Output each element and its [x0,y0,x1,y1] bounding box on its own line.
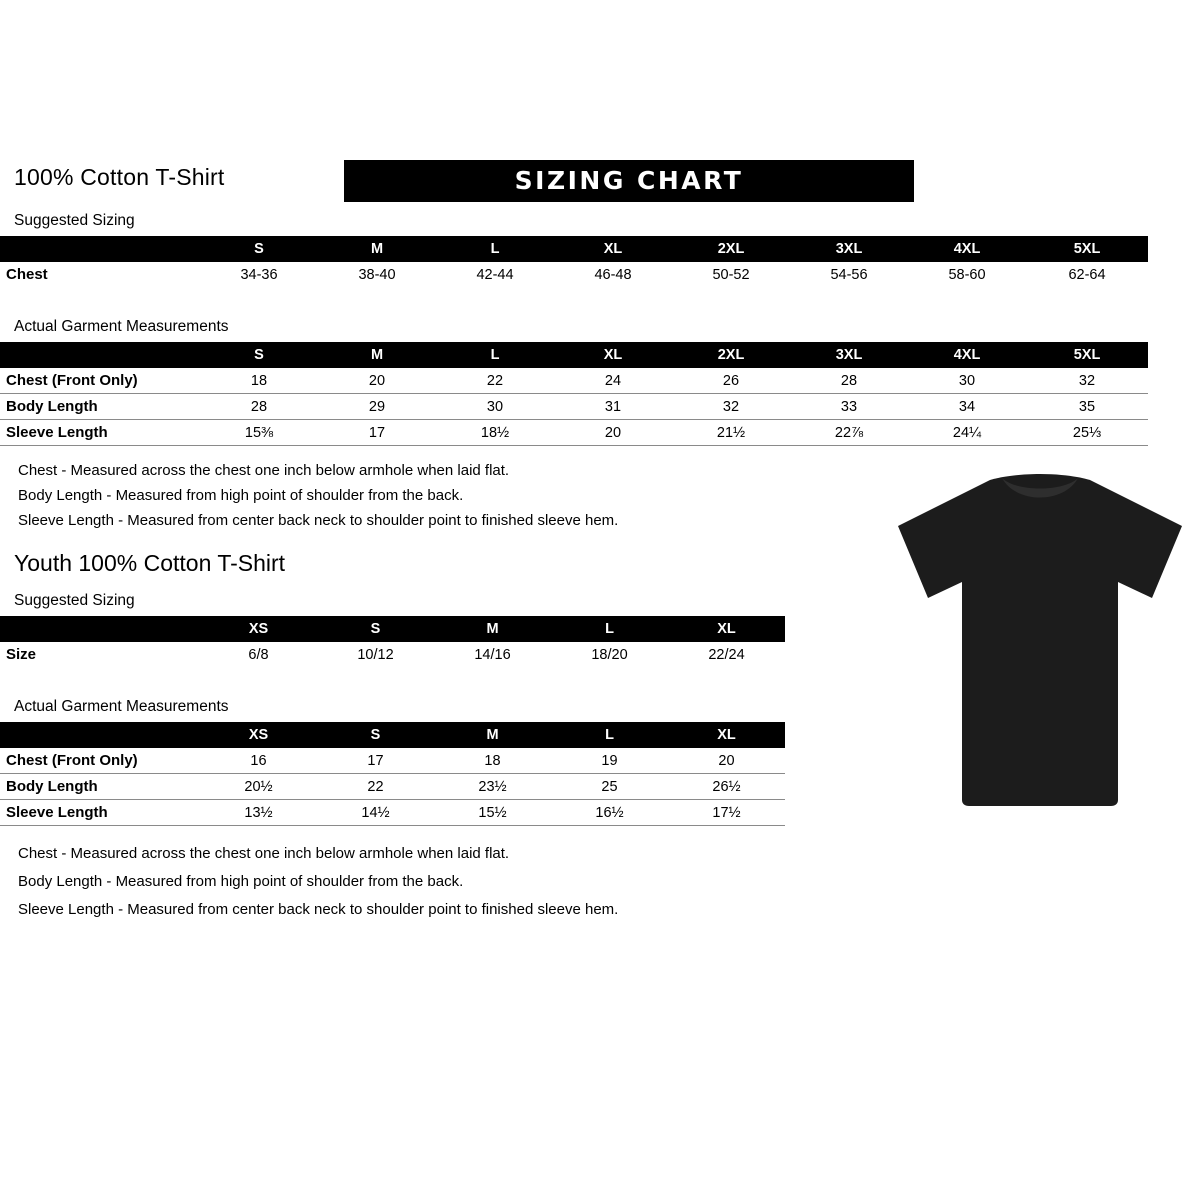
measurement-cell: 28 [200,394,318,420]
measurement-cell: 10/12 [357,646,394,663]
measurement-cell: 20 [554,420,672,446]
table-row [0,748,785,774]
column-header-m: M [434,722,551,748]
column-header-l: L [551,722,668,748]
measurement-cell: 18½ [436,420,554,446]
column-header-xl: XL [668,722,785,748]
measurement-cell: 42-44 [476,266,514,283]
measurement-cell: 31 [554,394,672,420]
measurement-cell: 24 [554,368,672,394]
table-row [0,642,785,667]
column-header-s: S [317,722,434,748]
product-title: 100% Cotton T-Shirt [14,164,225,190]
column-header-xs: XS [200,616,317,642]
sizing-chart-banner-label: SIZING CHART [514,166,744,195]
column-header-4xl: 4XL [908,236,1026,262]
measurement-cell: 17½ [668,800,785,826]
measurement-cell: 20 [318,368,436,394]
measurement-cell: 50-52 [712,266,750,283]
measurement-cell: 6/8 [248,646,269,663]
measurement-cell: 25⅓ [1026,420,1148,446]
table-header-row [0,342,1148,368]
adult-actual-table [0,342,1148,446]
adult-suggested-row-label: Chest [6,266,48,283]
measurement-cell: 18/20 [591,646,628,663]
measurement-cell: 21½ [672,420,790,446]
column-header-s: S [317,616,434,642]
column-header-l: L [551,616,668,642]
adult-actual-label: Actual Garment Measurements [14,318,229,335]
youth-actual-row-label: Chest (Front Only) [0,748,200,774]
column-header-l: L [436,236,554,262]
measurement-cell: 20 [668,748,785,774]
table-row [0,368,1148,394]
measurement-cell: 22 [317,774,434,800]
table-row [0,800,785,826]
adult-suggested-table [0,236,1148,287]
measurement-cell: 15½ [434,800,551,826]
measurement-cell: 26½ [668,774,785,800]
measurement-cell: 24¼ [908,420,1026,446]
column-header-5xl: 5XL [1026,342,1148,368]
measurement-cell: 58-60 [948,266,986,283]
youth-actual-row-label: Sleeve Length [0,800,200,826]
black-tshirt-illustration [890,470,1190,810]
column-header-5xl: 5XL [1026,236,1148,262]
column-header-xl: XL [554,236,672,262]
measurement-cell: 22 [436,368,554,394]
youth-actual-label: Actual Garment Measurements [14,698,229,715]
measurement-cell: 17 [318,420,436,446]
column-header-xs: XS [200,722,317,748]
measurement-cell: 25 [551,774,668,800]
youth-suggested-table [0,616,785,667]
adult-actual-row-label: Sleeve Length [0,420,200,446]
column-header-row-label [0,236,200,262]
column-header-xl: XL [554,342,672,368]
youth-actual-table [0,722,785,826]
chart-header [14,160,914,204]
measurement-cell: 22/24 [708,646,745,663]
measurement-cell: 15⅜ [200,420,318,446]
adult-suggested-label: Suggested Sizing [14,212,135,229]
measurement-cell: 33 [790,394,908,420]
measurement-cell: 35 [1026,394,1148,420]
adult-note-sleeve-length: Sleeve Length - Measured from center back neck to shoulder point to finished sleeve hem. [18,512,619,529]
youth-note-chest: Chest - Measured across the chest one inch below armhole when laid flat. [18,845,510,862]
measurement-cell: 26 [672,368,790,394]
column-header-2xl: 2XL [672,342,790,368]
table-row [0,394,1148,420]
column-header-row-label [0,616,200,642]
measurement-cell: 14½ [317,800,434,826]
column-header-s: S [200,236,318,262]
measurement-cell: 18 [200,368,318,394]
measurement-cell: 32 [672,394,790,420]
measurement-cell: 30 [436,394,554,420]
table-header-row [0,616,785,642]
youth-note-sleeve-length: Sleeve Length - Measured from center back neck to shoulder point to finished sleeve hem. [18,901,619,918]
column-header-xl: XL [668,616,785,642]
measurement-cell: 62-64 [1068,266,1106,283]
table-header-row [0,236,1148,262]
table-row [0,262,1148,287]
measurement-cell: 14/16 [474,646,511,663]
measurement-cell: 16 [200,748,317,774]
column-header-s: S [200,342,318,368]
table-header-row [0,722,785,748]
adult-note-body-length: Body Length - Measured from high point of shoulder from the back. [18,487,464,504]
measurement-cell: 20½ [200,774,317,800]
measurement-cell: 17 [317,748,434,774]
measurement-cell: 34-36 [240,266,278,283]
sizing-chart-banner [344,160,914,202]
measurement-cell: 28 [790,368,908,394]
measurement-cell: 13½ [200,800,317,826]
table-row [0,774,785,800]
youth-note-body-length: Body Length - Measured from high point of shoulder from the back. [18,873,464,890]
measurement-cell: 54-56 [830,266,868,283]
table-row [0,420,1148,446]
measurement-cell: 29 [318,394,436,420]
measurement-cell: 22⅞ [790,420,908,446]
measurement-cell: 30 [908,368,1026,394]
column-header-3xl: 3XL [790,342,908,368]
youth-suggested-row-label: Size [6,646,37,663]
measurement-cell: 34 [908,394,1026,420]
column-header-row-label [0,722,200,748]
adult-actual-row-label: Body Length [0,394,200,420]
adult-actual-row-label: Chest (Front Only) [0,368,200,394]
adult-note-chest: Chest - Measured across the chest one inch below armhole when laid flat. [18,462,510,479]
column-header-l: L [436,342,554,368]
measurement-cell: 38-40 [358,266,396,283]
measurement-cell: 46-48 [594,266,632,283]
column-header-3xl: 3XL [790,236,908,262]
column-header-m: M [318,236,436,262]
column-header-2xl: 2XL [672,236,790,262]
measurement-cell: 16½ [551,800,668,826]
youth-title: Youth 100% Cotton T-Shirt [14,550,286,576]
column-header-row-label [0,342,200,368]
measurement-cell: 32 [1026,368,1148,394]
measurement-cell: 19 [551,748,668,774]
measurement-cell: 18 [434,748,551,774]
measurement-cell: 23½ [434,774,551,800]
column-header-4xl: 4XL [908,342,1026,368]
column-header-m: M [318,342,436,368]
youth-suggested-label: Suggested Sizing [14,592,135,609]
youth-actual-row-label: Body Length [0,774,200,800]
column-header-m: M [434,616,551,642]
